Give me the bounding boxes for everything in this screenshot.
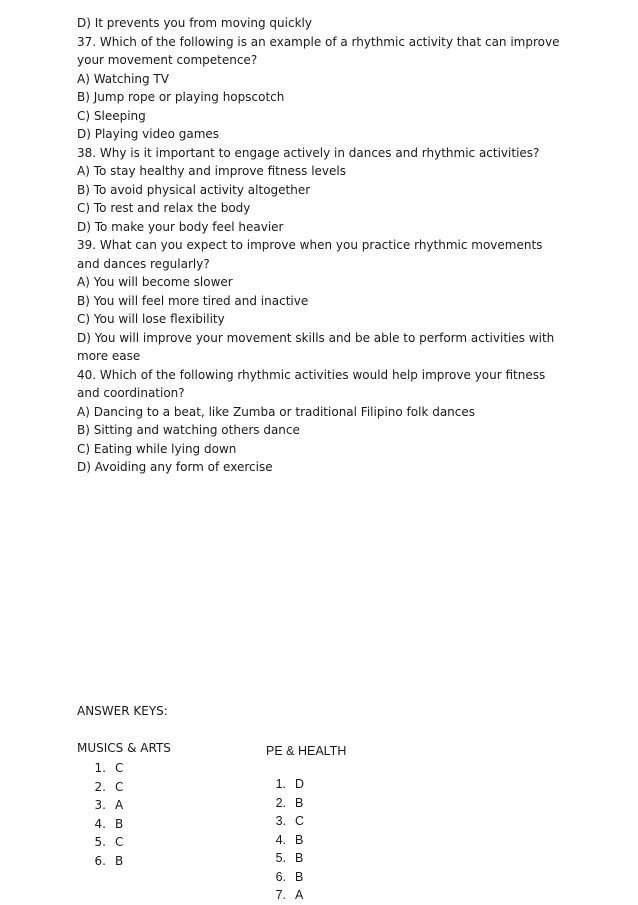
answer-option: A) Watching TV — [77, 71, 169, 86]
question-39: 39. What can you expect to improve when you practice rhythmic movements and dances regularly? — [77, 238, 543, 271]
list-item: 4. B — [94, 816, 124, 831]
quiz-questions — [77, 14, 567, 477]
pe-health-heading: PE & HEALTH — [266, 744, 347, 758]
question-37: 37. Which of the following is an example of a rhythmic activity that can improve your movement competence? — [77, 34, 560, 67]
pe-health-list — [266, 775, 346, 905]
list-item: 6. B — [94, 853, 124, 868]
music-arts-list — [77, 759, 171, 870]
list-item: 3. A — [94, 798, 124, 812]
answer-option: C) Eating while lying down — [77, 441, 237, 456]
list-item: 2. B — [275, 795, 304, 810]
question-38: 38. Why is it important to engage actively in dances and rhythmic activities? — [77, 145, 540, 160]
question-40: 40. Which of the following rhythmic activities would help improve your fitness and coordination? — [77, 367, 546, 400]
answer-option: D) You will improve your movement skills and be able to perform activities with more ease — [77, 330, 555, 363]
answer-option: D) To make your body feel heavier — [77, 219, 284, 234]
answer-option: D) Avoiding any form of exercise — [77, 460, 273, 474]
pe-health-key — [266, 743, 346, 905]
list-item: 5. C — [94, 835, 124, 849]
list-item: 5. B — [275, 851, 304, 865]
answer-option: C) To rest and relax the body — [77, 201, 251, 215]
list-item: 4. B — [275, 832, 304, 847]
music-arts-key — [77, 740, 171, 870]
answer-option: D) It prevents you from moving quickly — [77, 16, 312, 30]
list-item: 7. A — [275, 888, 304, 902]
list-item: 1. D — [275, 777, 305, 791]
answer-option: B) To avoid physical activity altogether — [77, 182, 311, 197]
answer-option: B) Jump rope or playing hopscotch — [77, 90, 285, 104]
list-item: 2. C — [94, 779, 124, 794]
answer-option: A) Dancing to a beat, like Zumba or traditional Filipino folk dances — [77, 404, 476, 419]
list-item: 3. C — [275, 814, 305, 828]
answer-option: B) Sitting and watching others dance — [77, 423, 300, 437]
music-arts-heading: MUSICS & ARTS — [77, 741, 171, 755]
list-item: 1. C — [94, 761, 124, 775]
answer-option: C) Sleeping — [77, 108, 146, 123]
list-item: 6. B — [275, 869, 304, 884]
answer-option: A) To stay healthy and improve fitness levels — [77, 164, 346, 178]
answer-option: B) You will feel more tired and inactive — [77, 293, 309, 308]
answer-option: C) You will lose flexibility — [77, 312, 225, 326]
answer-keys-title: ANSWER KEYS: — [77, 704, 168, 718]
answer-option: A) You will become slower — [77, 275, 233, 289]
answer-option: D) Playing video games — [77, 127, 220, 141]
